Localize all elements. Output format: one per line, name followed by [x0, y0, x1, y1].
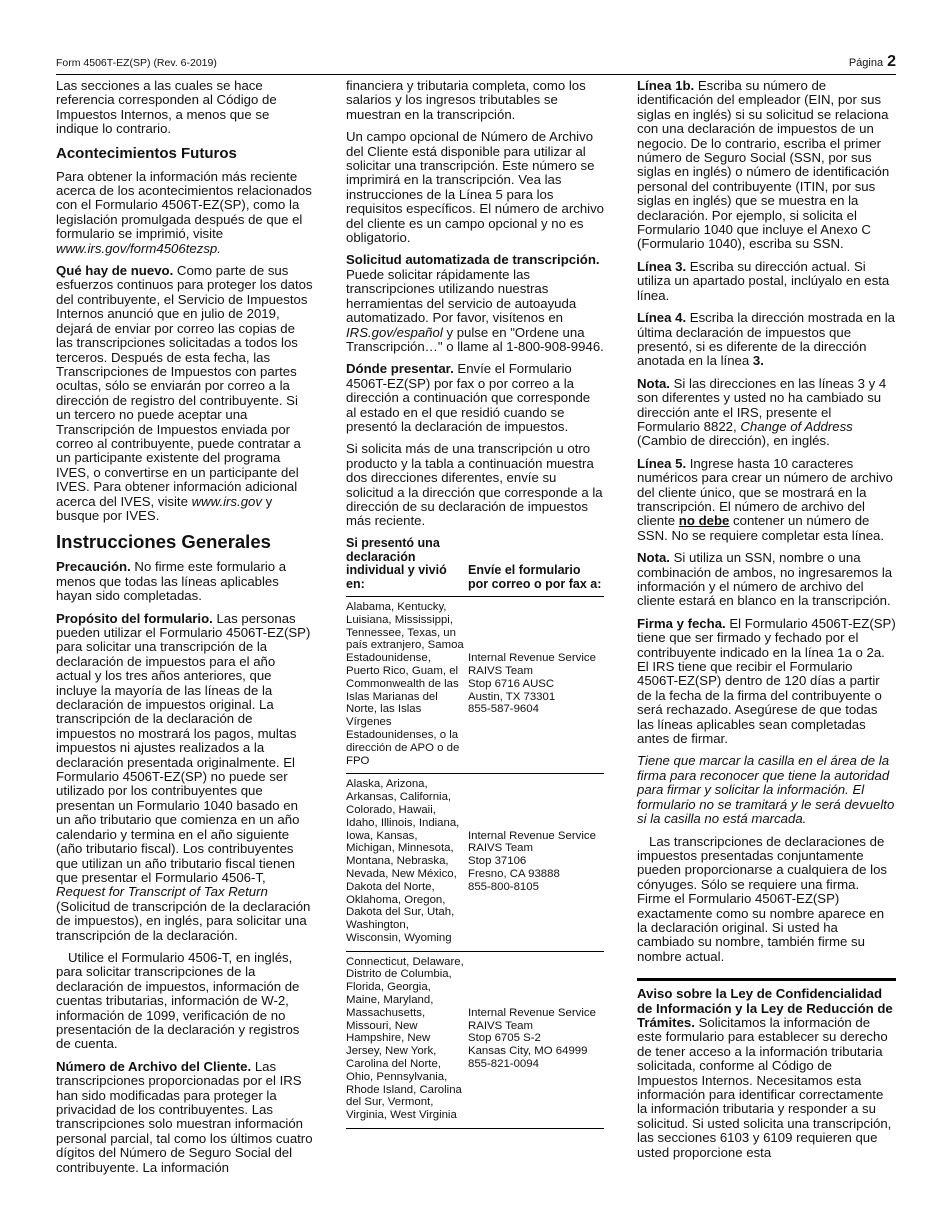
line-1b-paragraph: Línea 1b. Escriba su número de identificación del empleador (EIN, por sus siglas en inglés) si su solicitud se relaciona con una declaración de impuestos de un negocio. De lo contrario, escriba el primer número de Seguro Social (SSN, por sus siglas en inglés) o número de identificación personal del contribuyente (ITIN, por sus siglas en inglés) que se muestra en la declaración. Por ejemplo, si solicita el Formulario 1040 que incluye el Anexo C (Formulario 1040), escriba su SSN. [637, 78, 890, 252]
checkbox-warning-paragraph: Tiene que marcar la casilla en el área de la firma para reconocer que tiene la autoridad para firmar y solicitar la información. El formulario no se tramitará y le será devuelto si la casilla no está marcada. [637, 753, 895, 827]
purpose-form-title: Request for Transcript of Tax Return [56, 884, 268, 900]
note-ssn-paragraph: Nota. Si utiliza un SSN, nombre o una combinación de ambos, no ingresaremos la información y el número de archivo del cliente estará en blanco en la transcripción. [637, 550, 893, 609]
multiple-requests-paragraph: Si solicita más de una transcripción u otro producto y la tabla a continuación muestra dos direcciones diferentes, envíe su solicitud a la dirección que corresponde a la dirección de su declaración de impuestos más reciente. [346, 441, 603, 529]
mailing-address-table [346, 537, 604, 1129]
caution-paragraph: Precaución. No firme este formulario a menos que todas las líneas aplicables hayan sido completadas. [56, 559, 287, 604]
future-developments-heading: Acontecimientos Futuros [56, 144, 237, 162]
states-cell: Alaska, Arizona, Arkansas, California, Colorado, Hawaii, Idaho, Illinois, Indiana, Iowa, Kansas, Michigan, Minnesota, Montana, Nebraska, Nevada, New México, Dakota del Norte, Oklahoma, Oregon, Dakota del Sur, Utah, Washington, Wisconsin, Wyoming [346, 774, 468, 951]
whats-new-title: Qué hay de nuevo. [56, 263, 174, 279]
joint-return-paragraph: Las transcripciones de declaraciones de impuestos presentadas conjuntamente pueden proporcionarse a cualquiera de los cónyuges. Sólo se requiere una firma. Firme el Formulario 4506T-EZ(SP) exactamente como su nombre aparece en la declaración original. Si usted ha cambiado su nombre, también firme su nombre actual. [637, 833, 888, 964]
page-label: Página [848, 57, 884, 69]
general-instructions-heading: Instrucciones Generales [56, 531, 271, 553]
column-3 [637, 79, 896, 1168]
form-id: Form 4506T-EZ(SP) (Rev. 6-2019) [56, 57, 217, 69]
continued-paragraph: financiera y tributaria completa, como los salarios y los ingresos tributables se muestran en la transcripción. [346, 78, 586, 122]
future-url-link[interactable]: www.irs.gov/form4506tezsp. [56, 240, 221, 256]
fax-number: 855-800-8105 [468, 880, 539, 893]
address-cell: Internal Revenue Service RAIVS Team Stop 6705 S-2 Kansas City, MO 64999 855-821-0094 [468, 951, 604, 1128]
line-5-title: Línea 5. [637, 455, 687, 471]
states-cell: Alabama, Kentucky, Luisiana, Mississippi, Tennessee, Texas, un país extranjero, Samoa Estadounidense, Puerto Rico, Guam, el Commonwealth de las Islas Marianas del Norte, las Islas Vírgenes Estadounidenses, o la dirección de APO o de FPO [346, 596, 468, 773]
fax-number: 855-587-9604 [468, 703, 539, 716]
automated-request-paragraph: Solicitud automatizada de transcripción. Puede solicitar rápidamente las transcripciones utilizando nuestras herramientas del servicio de autoayuda automatizado. Por favor, visítenos en IRS.gov/español y pulse en "Ordene una Transcripción…" o llame al 1-800-908-9946. [346, 252, 604, 354]
table-row [346, 596, 604, 773]
table-header-address: Envíe el formulario por correo o por fax a: [468, 537, 604, 597]
column-1 [56, 79, 314, 1183]
irs-espanol-link[interactable]: IRS.gov/español [346, 324, 443, 340]
table-row [346, 951, 604, 1128]
note-title: Nota. [637, 550, 670, 566]
must-not-emphasis: no debe [678, 513, 730, 529]
purpose-paragraph: Propósito del formulario. Las personas pueden utilizar el Formulario 4506T-EZ(SP) para solicitar una transcripción de la declaración de impuestos para el año actual y los tres años anteriores, que incluye la mayoría de las líneas de la declaración de impuestos original. La transcripción de la declaración de impuestos no mostrará los pagos, multas impuestos ni ajustes realizados a la declaración presentada originalmente. El Formulario 4506T-EZ(SP) no puede ser utilizado por los contribuyentes que presentan un Formulario 1040 basado en un año tributario que comienza en un año calendario y termina en el año siguiente (año tributario fiscal). Los contribuyentes que utilizan un año tributario fiscal tienen que presentar el Formulario 4506-T, Request for Transcript of Tax Return (Solicitud de transcripción de la declaración de impuestos), en inglés, para solicitar una transcripción de la declaración. [56, 610, 311, 943]
use-form-paragraph: Utilice el Formulario 4506-T, en inglés, para solicitar transcripciones de la declaración de impuestos, información de cuentas tributarias, información de W-2, información de 1099, verificación de no presentación de la declaración y registros de cuenta. [56, 949, 300, 1052]
privacy-notice-paragraph: Aviso sobre la Ley de Confidencialidad de Información y la Ley de Reducción de Trámites. Solicitamos la información de este formulario para establecer su derecho de tener acceso a la información tributaria solicitada, conforme al Código de Impuestos Internos. Necesitamos esta información para identificar correctamente la información tributaria y responder a su solicitud. Si usted solicita una transcripción, las secciones 6103 y 6109 requieren que usted proporcione esta [637, 986, 893, 1160]
form-8822-title: Change of Address [740, 418, 853, 434]
line-4-paragraph: Línea 4. Escriba la dirección mostrada en la última declaración de impuestos que presentó, si es diferente de la dirección anotada en la línea 3. [637, 310, 896, 369]
purpose-title: Propósito del formulario. [56, 610, 213, 626]
states-cell: Connecticut, Delaware, Distrito de Columbia, Florida, Georgia, Maine, Maryland, Massachusetts, Missouri, New Hampshire, New Jersey, New York, Carolina del Norte, Ohio, Pennsylvania, Rhode Island, Carolina del Sur, Vermont, Virginia, West Virginia [346, 951, 468, 1128]
whats-new-paragraph: Qué hay de nuevo. Como parte de sus esfuerzos continuos para proteger los datos del contribuyente, el Servicio de Impuestos Internos anunció que en julio de 2019, dejará de enviar por correo las copias de las transcripciones solicitadas a todos los terceros. Después de esta fecha, las Transcripciones de Impuestos con partes ocultas, sólo se enviarán por correo a la dirección de registro del contribuyente. Si un tercero no puede aceptar una Transcripción de Impuestos enviada por correo al contribuyente, puede contratar a un participante existente del programa IVES, o convertirse en un participante del IVES. Para obtener información adicional acerca del IVES, visite www.irs.gov y busque por IVES. [56, 263, 313, 523]
header-rule [56, 74, 896, 75]
where-to-file-title: Dónde presentar. [346, 361, 454, 377]
signature-paragraph: Firma y fecha. El Formulario 4506T-EZ(SP) tiene que ser firmado y fechado por el contribuyente indicado en la línea 1a o 2a. El IRS tiene que recibir el Formulario 4506T-EZ(SP) dentro de 120 días a partir de la fecha de la firma del contribuyente o será rechazado. Asegúrese de que todas las líneas aplicables sean completadas antes de firmar. [637, 615, 896, 747]
irs-url-link[interactable]: www.irs.gov [191, 493, 262, 509]
line-3-paragraph: Línea 3. Escriba su dirección actual. Si utiliza un apartado postal, inclúyalo en esta línea. [637, 258, 890, 303]
fax-number: 855-821-0094 [468, 1058, 539, 1071]
privacy-notice-title: Aviso sobre la Ley de Confidencialidad de Información y la Ley de Reducción de Trámites. [637, 986, 893, 1030]
page-indicator [849, 53, 896, 71]
address-cell: Internal Revenue Service RAIVS Team Stop 6716 AUSC Austin, TX 73301 855-587-9604 [468, 596, 604, 773]
intro-paragraph: Las secciones a las cuales se hace referencia corresponden al Código de Impuestos Internos, a menos que se indique lo contrario. [56, 78, 277, 137]
where-to-file-paragraph: Dónde presentar. Envíe el Formulario 4506T-EZ(SP) por fax o por correo a la dirección a continuación que corresponde al estado en el que residió cuando se presentó la declaración de impuestos. [346, 361, 591, 434]
column-2 [346, 79, 604, 1129]
line-3-title: Línea 3. [637, 258, 687, 274]
table-row [346, 774, 604, 951]
address-cell: Internal Revenue Service RAIVS Team Stop 37106 Fresno, CA 93888 855-800-8105 [468, 774, 604, 951]
privacy-divider [637, 978, 896, 981]
client-number-title: Número de Archivo del Cliente. [56, 1058, 252, 1074]
line-4-title: Línea 4. [637, 310, 687, 326]
line-5-paragraph: Línea 5. Ingrese hasta 10 caracteres numéricos para crear un número de archivo del cliente único, que se mostrará en la transcripción. El número de archivo del cliente no debe contener un número de SSN. No se requiere completar esta línea. [637, 455, 893, 543]
automated-request-title: Solicitud automatizada de transcripción. [346, 252, 600, 268]
note-title: Nota. [637, 375, 670, 391]
line-1b-title: Línea 1b. [637, 78, 695, 93]
future-developments-paragraph: Para obtener la información más reciente acerca de los acontecimientos relacionados con el Formulario 4506T-EZ(SP), como la legislación promulgada después de que el formulario se imprimió, visite www.irs.gov/form4506tezsp. [56, 168, 312, 256]
table-header-row [346, 537, 604, 597]
table-header-states: Si presentó una declaración individual y vivió en: [346, 537, 468, 597]
caution-title: Precaución. [56, 559, 131, 575]
client-number-paragraph: Número de Archivo del Cliente. Las transcripciones proporcionadas por el IRS han sido modificadas para proteger la privacidad de los contribuyentes. Las transcripciones solo muestran información personal parcial, tal como los últimos cuatro dígitos del Número de Seguro Social del contribuyente. La información [56, 1058, 313, 1175]
page-header [56, 53, 896, 73]
signature-title: Firma y fecha. [637, 615, 726, 631]
optional-field-paragraph: Un campo opcional de Número de Archivo del Cliente está disponible para utilizar al solicitar una transcripción. Este número se imprimirá en la transcripción. Vea las instrucciones de la Línea 5 para los requisitos específicos. El número de archivo del cliente es un campo opcional y no es obligatorio. [346, 129, 605, 246]
page-number: 2 [887, 53, 896, 70]
note-address-paragraph: Nota. Si las direcciones en las líneas 3 y 4 son diferentes y usted no ha cambiado su dirección ante el IRS, presente el Formulario 8822, Change of Address (Cambio de dirección), en inglés. [637, 375, 887, 449]
